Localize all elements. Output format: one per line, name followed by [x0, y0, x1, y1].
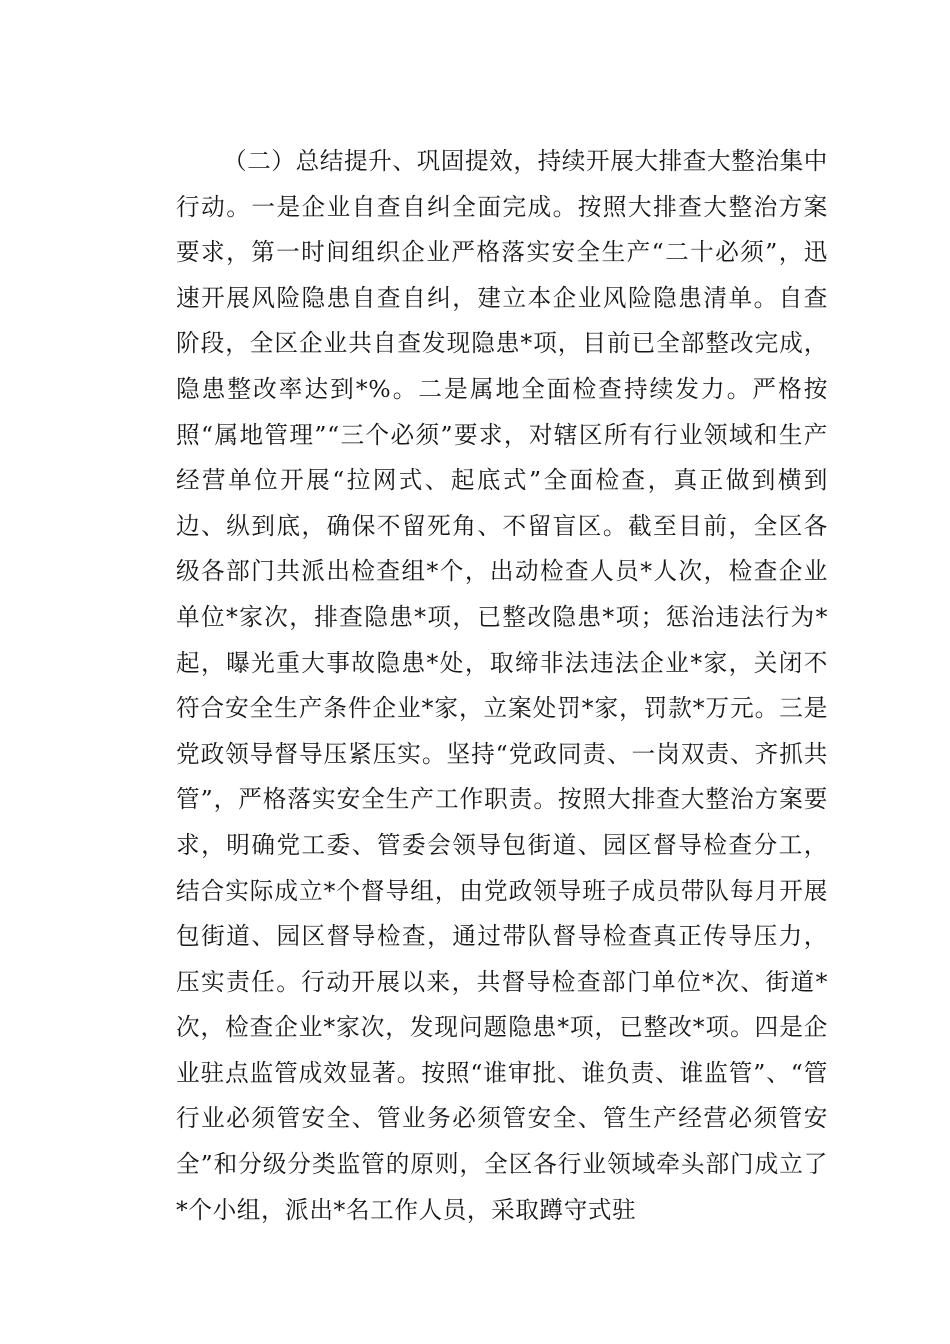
body-paragraph: （二）总结提升、巩固提效，持续开展大排查大整治集中行动。一是企业自查自纠全面完成。按照大排查大整治方案要求，第一时间组织企业严格落实安全生产“二十必须”，迅速开展风险隐患自查自纠，建立本企业风险隐患清单。自查阶段，全区企业共自查发现隐患*项，目前已全部整改完成，隐患整改率达到*%。二是属地全面检查持续发力。严格按照“属地管理”“三个必须”要求，对辖区所有行业领域和生产经营单位开展“拉网式、起底式”全面检查，真正做到横到边、纵到底，确保不留死角、不留盲区。截至目前，全区各级各部门共派出检查组*个，出动检查人员*人次，检查企业单位*家次，排查隐患*项，已整改隐患*项；惩治违法行为*起，曝光重大事故隐患*处，取缔非法违法企业*家，关闭不符合安全生产条件企业*家，立案处罚*家，罚款*万元。三是党政领导督导压紧压实。坚持“党政同责、一岗双责、齐抓共管”，严格落实安全生产工作职责。按照大排查大整治方案要求，明确党工委、管委会领导包街道、园区督导检查分工，结合实际成立*个督导组，由党政领导班子成员带队每月开展包街道、园区督导检查，通过带队督导检查真正传导压力，压实责任。行动开展以来，共督导检查部门单位*次、街道*次，检查企业*家次，发现问题隐患*项，已整改*项。四是企业驻点监管成效显著。按照“谁审批、谁负责、谁监管”、“管行业必须管安全、管业务必须管安全、管生产经营必须管安全”和分级分类监管的原则，全区各行业领域牵头部门成立了*个小组，派出*名工作人员，采取蹲守式驻: [176, 147, 828, 1224]
